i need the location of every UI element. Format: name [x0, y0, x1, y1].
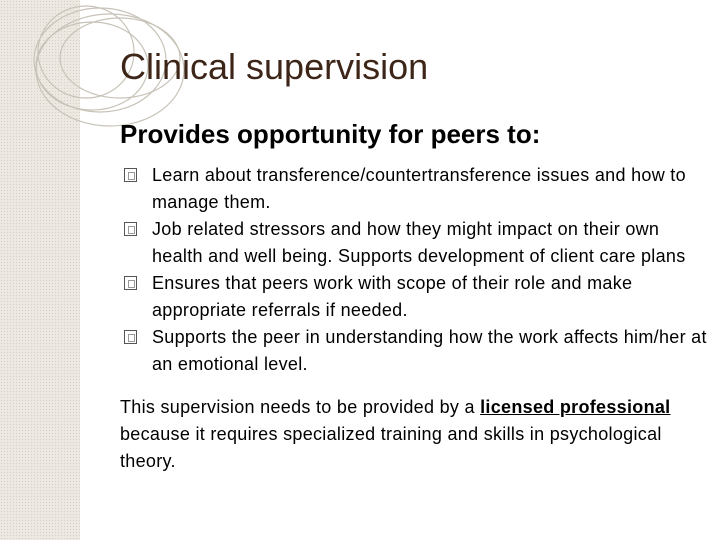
bullet-text: Ensures that peers work with scope of their role and make appropriate referrals if needed. [152, 273, 633, 320]
slide-title: Clinical supervision [120, 46, 429, 87]
closing-text-before: This supervision needs to be provided by a [120, 397, 481, 417]
empty-square-bullet-icon [124, 222, 137, 236]
bullet-item [120, 270, 710, 324]
empty-square-bullet-icon [124, 276, 137, 290]
bullet-text: Supports the peer in understanding how the work affects him/her at an emotional level. [152, 327, 707, 374]
closing-paragraph [120, 394, 700, 475]
bullet-text: Job related stressors and how they might impact on their own health and well being. Supports development of client care plans [152, 219, 686, 266]
closing-text-after: because it requires specialized training and skills in psychological theory. [120, 424, 662, 471]
bullet-text: Learn about transference/countertransference issues and how to manage them. [152, 165, 686, 212]
closing-emphasis: licensed professional [480, 397, 671, 417]
bullet-item [120, 216, 710, 270]
bullet-list [120, 162, 710, 378]
bullet-item [120, 324, 710, 378]
bullet-item [120, 162, 710, 216]
empty-square-bullet-icon [124, 330, 137, 344]
slide-subtitle: Provides opportunity for peers to: [120, 119, 541, 149]
empty-square-bullet-icon [124, 168, 137, 182]
